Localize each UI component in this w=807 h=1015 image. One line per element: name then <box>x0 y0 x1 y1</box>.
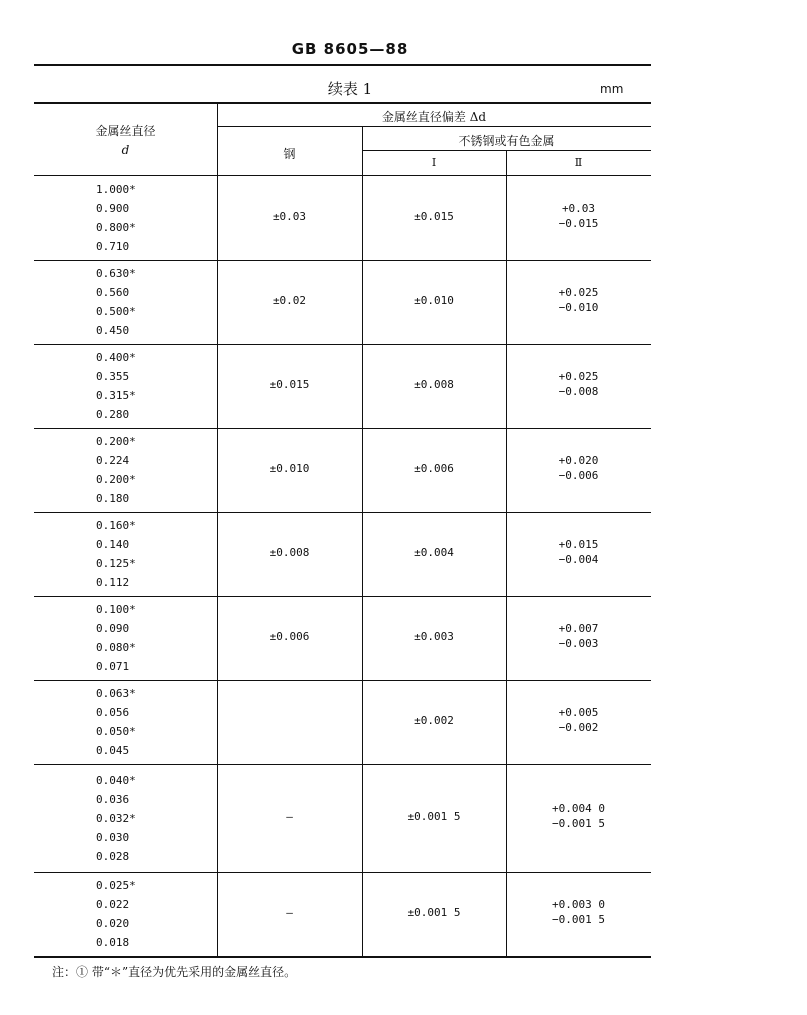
class-2-upper: +0.007 <box>558 622 599 635</box>
diameter-cell <box>96 432 136 508</box>
diameter-value: 0.400* <box>96 351 136 364</box>
row-divider <box>34 872 651 873</box>
class-2-upper: +0.025 <box>558 286 599 299</box>
header-class-2: Ⅱ <box>574 156 583 169</box>
diameter-value: 0.180 <box>96 492 130 505</box>
diameter-value: 0.560 <box>96 286 130 299</box>
diameter-value: 0.224 <box>96 454 130 467</box>
steel-deviation: ±0.006 <box>269 630 310 643</box>
diameter-value: 0.018 <box>96 936 130 949</box>
diameter-value: 0.025* <box>96 879 136 892</box>
table-note: 注：① 带“＊”直径为优先采用的金属丝直径。 <box>52 965 297 979</box>
diameter-value: 0.900 <box>96 202 130 215</box>
diameter-value: 0.160* <box>96 519 136 532</box>
class-2-upper: +0.003 0 <box>552 898 605 911</box>
class-2-upper: +0.025 <box>558 370 599 383</box>
class-1-deviation: ±0.006 <box>414 462 454 475</box>
diameter-value: 0.022 <box>96 898 130 911</box>
diameter-value: 0.280 <box>96 408 130 421</box>
class-1-deviation: ±0.010 <box>414 294 454 307</box>
diameter-value: 0.710 <box>96 240 130 253</box>
diameter-value: 0.056 <box>96 706 130 719</box>
class-2-upper: +0.03 <box>561 202 596 215</box>
class-1-deviation: ±0.001 5 <box>407 810 461 823</box>
header-steel: 钢 <box>283 147 296 161</box>
diameter-cell <box>96 264 136 340</box>
class-2-lower: −0.004 <box>558 553 599 566</box>
diameter-value: 0.036 <box>96 792 130 806</box>
diameter-cell <box>96 600 136 676</box>
diameter-cell <box>96 516 136 592</box>
diameter-value: 0.028 <box>96 849 130 863</box>
class-2-lower: −0.002 <box>558 721 599 734</box>
diameter-value: 0.080* <box>96 641 136 654</box>
steel-deviation: ±0.010 <box>269 462 310 475</box>
diameter-value: 0.125* <box>96 557 136 570</box>
diameter-cell <box>96 876 136 952</box>
class-2-lower: −0.008 <box>558 385 599 398</box>
header-diameter: 金属丝直径 <box>95 124 156 138</box>
class-2-lower: −0.006 <box>558 469 599 482</box>
class-2-upper: +0.005 <box>558 706 599 719</box>
top-rule <box>34 64 651 66</box>
diameter-value: 0.020 <box>96 917 130 930</box>
diameter-value: 0.112 <box>96 576 130 589</box>
class-2-lower: −0.003 <box>558 637 599 650</box>
class-1-deviation: ±0.001 5 <box>407 906 461 919</box>
diameter-cell <box>96 771 136 866</box>
diameter-value: 0.032* <box>96 811 136 825</box>
diameter-value: 0.071 <box>96 660 130 673</box>
header-class-1: Ⅰ <box>431 156 437 169</box>
steel-deviation: — <box>286 906 293 919</box>
diameter-value: 0.450 <box>96 324 130 337</box>
class-2-upper: +0.004 0 <box>552 802 605 815</box>
row-divider <box>34 260 651 261</box>
diameter-value: 0.500* <box>96 305 136 318</box>
row-divider <box>34 596 651 597</box>
header-deviation: 金属丝直径偏差 Δd <box>381 110 487 124</box>
standard-code: GB 8605—88 <box>291 40 409 58</box>
header-bottom-rule <box>34 175 651 176</box>
table-caption: 续表 1 <box>327 80 373 98</box>
diameter-value: 0.315* <box>96 389 136 402</box>
header-sub-rule-1 <box>217 126 651 127</box>
steel-deviation: ±0.015 <box>269 378 310 391</box>
class-1-deviation: ±0.008 <box>414 378 454 391</box>
diameter-value: 0.100* <box>96 603 136 616</box>
col-divider-diameter <box>217 103 218 957</box>
class-1-deviation: ±0.003 <box>414 630 454 643</box>
header-stainless: 不锈钢或有色金属 <box>458 134 555 148</box>
diameter-value: 0.800* <box>96 221 136 234</box>
diameter-value: 0.355 <box>96 370 130 383</box>
class-2-lower: −0.001 5 <box>552 913 605 926</box>
col-divider-steel <box>362 127 363 957</box>
class-2-upper: +0.020 <box>558 454 599 467</box>
steel-deviation: — <box>286 810 293 823</box>
diameter-value: 0.063* <box>96 687 136 700</box>
class-1-deviation: ±0.004 <box>414 546 454 559</box>
diameter-cell <box>96 180 136 256</box>
diameter-cell <box>96 684 136 760</box>
diameter-value: 0.140 <box>96 538 130 551</box>
steel-deviation: ±0.008 <box>269 546 310 559</box>
diameter-value: 0.200* <box>96 473 136 486</box>
row-divider <box>34 512 651 513</box>
table-unit: mm <box>600 82 624 96</box>
diameter-value: 0.045 <box>96 744 130 757</box>
diameter-value: 0.090 <box>96 622 130 635</box>
class-1-deviation: ±0.002 <box>414 714 454 727</box>
row-divider <box>34 428 651 429</box>
row-divider <box>34 764 651 765</box>
row-divider <box>34 344 651 345</box>
table-bottom-rule <box>34 956 651 958</box>
diameter-cell <box>96 348 136 424</box>
class-2-lower: −0.010 <box>558 301 599 314</box>
diameter-value: 0.040* <box>96 773 136 787</box>
diameter-value: 0.030 <box>96 830 130 844</box>
class-1-deviation: ±0.015 <box>414 210 454 223</box>
steel-deviation: ±0.02 <box>272 294 307 307</box>
class-2-lower: −0.015 <box>558 217 599 230</box>
diameter-value: 1.000* <box>96 183 136 196</box>
steel-deviation: ±0.03 <box>272 210 307 223</box>
diameter-value: 0.630* <box>96 267 136 280</box>
class-2-upper: +0.015 <box>558 538 599 551</box>
table-top-rule <box>34 102 651 104</box>
class-2-lower: −0.001 5 <box>552 817 605 830</box>
header-diameter-symbol: d <box>121 143 130 157</box>
row-divider <box>34 680 651 681</box>
diameter-value: 0.050* <box>96 725 136 738</box>
diameter-value: 0.200* <box>96 435 136 448</box>
